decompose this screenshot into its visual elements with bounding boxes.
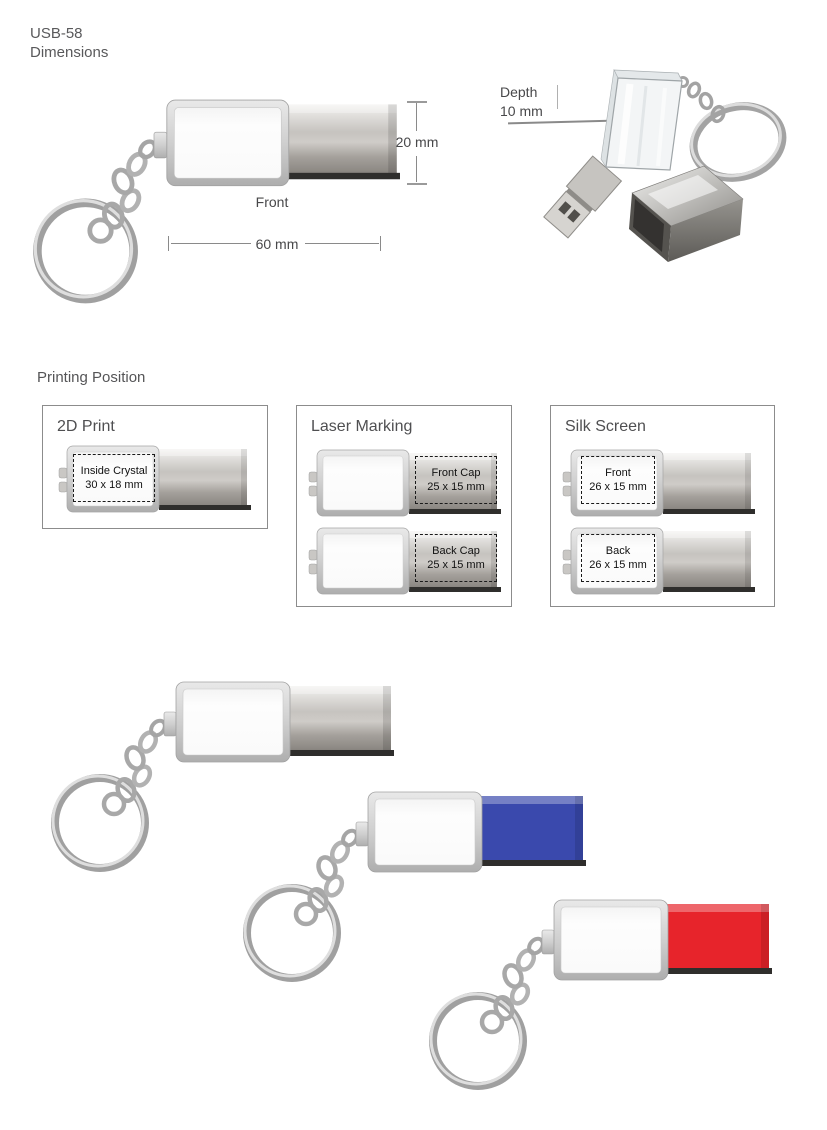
- height-dim-label: 20 mm: [395, 134, 439, 150]
- print-area-front-cap: [415, 456, 497, 504]
- print-product-image: [561, 446, 757, 520]
- dimensions-section-title: Dimensions: [30, 44, 109, 61]
- print-area-line1: Front Cap: [431, 466, 481, 479]
- product-code: USB-58: [30, 25, 83, 42]
- printing-position-title: Printing Position: [37, 369, 146, 386]
- front-view-label: Front: [255, 194, 289, 210]
- print-product-image: [57, 442, 253, 516]
- width-dim-right-line: [305, 243, 379, 244]
- print-product-image: [307, 446, 503, 520]
- height-dim-top-cap: [407, 101, 427, 103]
- width-dim-label: 60 mm: [255, 236, 299, 252]
- print-area-line2: 25 x 15 mm: [427, 481, 485, 493]
- print-area-line1: Back Cap: [432, 544, 480, 557]
- print-area-line1: Inside Crystal: [80, 464, 148, 477]
- print-product-image: [307, 524, 503, 598]
- print-box-title: Laser Marking: [311, 418, 413, 435]
- width-dim-left-tick: [168, 236, 169, 251]
- print-area-front: [581, 456, 655, 504]
- print-area-line1: Back: [605, 544, 631, 557]
- height-dim-upper-line: [416, 103, 417, 131]
- print-box-laser-marking: [296, 405, 512, 607]
- width-dim-left-line: [171, 243, 251, 244]
- front-view-product-image: [17, 83, 445, 329]
- depth-dim-value: 10 mm: [500, 103, 543, 119]
- print-area-inside-crystal: [73, 454, 155, 502]
- print-area-back: [581, 534, 655, 582]
- variant-red: [414, 884, 814, 1114]
- height-dim-bottom-cap: [407, 183, 427, 185]
- print-area-line1: Front: [605, 466, 631, 479]
- crystal-body: [601, 70, 682, 170]
- print-area-line2: 26 x 15 mm: [589, 559, 647, 571]
- print-area-back-cap: [415, 534, 497, 582]
- usb-plug: [542, 156, 622, 240]
- perspective-view-product-image: [480, 58, 825, 303]
- width-dim-right-tick: [380, 236, 381, 251]
- print-area-line2: 30 x 18 mm: [85, 479, 143, 491]
- print-area-line2: 25 x 15 mm: [427, 559, 485, 571]
- print-box-title: Silk Screen: [565, 418, 646, 435]
- depth-dim-label: Depth: [500, 84, 538, 100]
- print-product-image: [561, 524, 757, 598]
- print-area-line2: 26 x 15 mm: [589, 481, 647, 493]
- print-box-silk-screen: [550, 405, 775, 607]
- print-box-2d-print: [42, 405, 268, 529]
- height-dim-lower-line: [416, 156, 417, 182]
- print-box-title: 2D Print: [57, 418, 115, 435]
